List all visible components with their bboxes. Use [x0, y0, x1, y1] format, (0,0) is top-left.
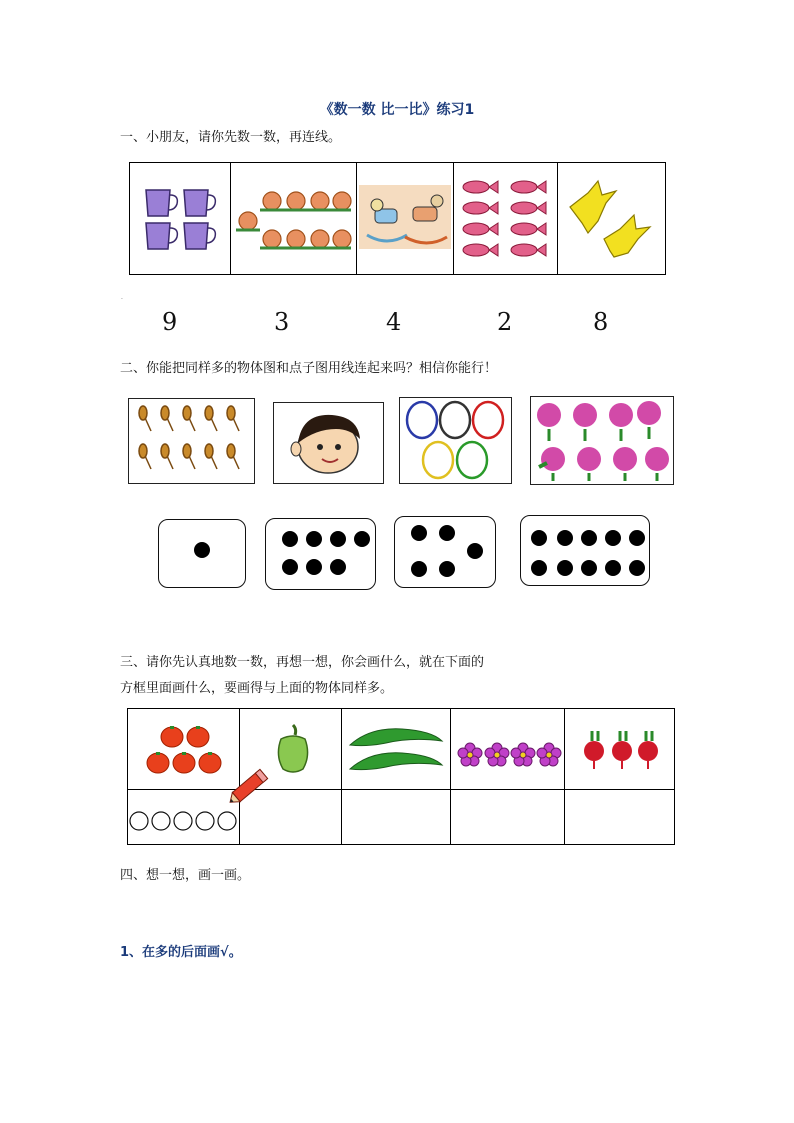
section3-heading-line2: 方框里面画什么，要画得与上面的物体同样多。 — [120, 681, 394, 696]
wheat-box — [128, 398, 255, 484]
pencil-icon — [226, 765, 272, 813]
flowers-box — [530, 396, 674, 485]
fish-icon — [458, 177, 554, 263]
dot-card-10 — [520, 515, 650, 586]
section2-heading: 二、你能把同样多的物体图和点子图用线连起来吗？相信你能行！ — [120, 361, 498, 376]
section4-sub1: 1、在多的后面画√。 — [120, 945, 242, 960]
page-title: 《数一数 比一比》练习1 — [319, 102, 475, 118]
number-item: 8 — [593, 308, 609, 336]
purple-flowers-icon — [456, 735, 564, 775]
cups-icon — [140, 185, 225, 257]
section3-table — [127, 708, 675, 845]
boy-face-icon — [274, 403, 383, 483]
dot-mark: . — [121, 294, 123, 301]
green-pepper-icon — [273, 723, 313, 775]
number-item: 4 — [386, 308, 402, 336]
number-item: 2 — [497, 308, 513, 336]
dot-card-5 — [394, 516, 496, 588]
dot-card-7 — [265, 518, 376, 590]
rocking-horses-icon — [359, 185, 451, 249]
section1-heading: 一、小朋友，请你先数一数，再连线。 — [120, 130, 342, 145]
snails-icon — [234, 183, 354, 258]
face-box — [273, 402, 384, 484]
rings-icon — [400, 398, 511, 483]
cucumbers-icon — [346, 725, 446, 777]
radishes-icon — [576, 727, 666, 773]
rose-flowers-icon — [531, 397, 673, 484]
rings-box — [399, 397, 512, 484]
section1-image-strip — [129, 162, 666, 275]
wheat-icon — [129, 399, 254, 483]
dot-card-1 — [158, 519, 246, 588]
number-item: 3 — [274, 308, 290, 336]
example-circles — [128, 809, 240, 835]
birds-icon — [564, 177, 659, 263]
section3-heading-line1: 三、请你先认真地数一数，再想一想，你会画什么，就在下面的 — [120, 655, 485, 670]
tomatoes-icon — [140, 723, 230, 779]
number-item: 9 — [162, 308, 178, 336]
section4-heading: 四、想一想，画一画。 — [120, 868, 251, 883]
